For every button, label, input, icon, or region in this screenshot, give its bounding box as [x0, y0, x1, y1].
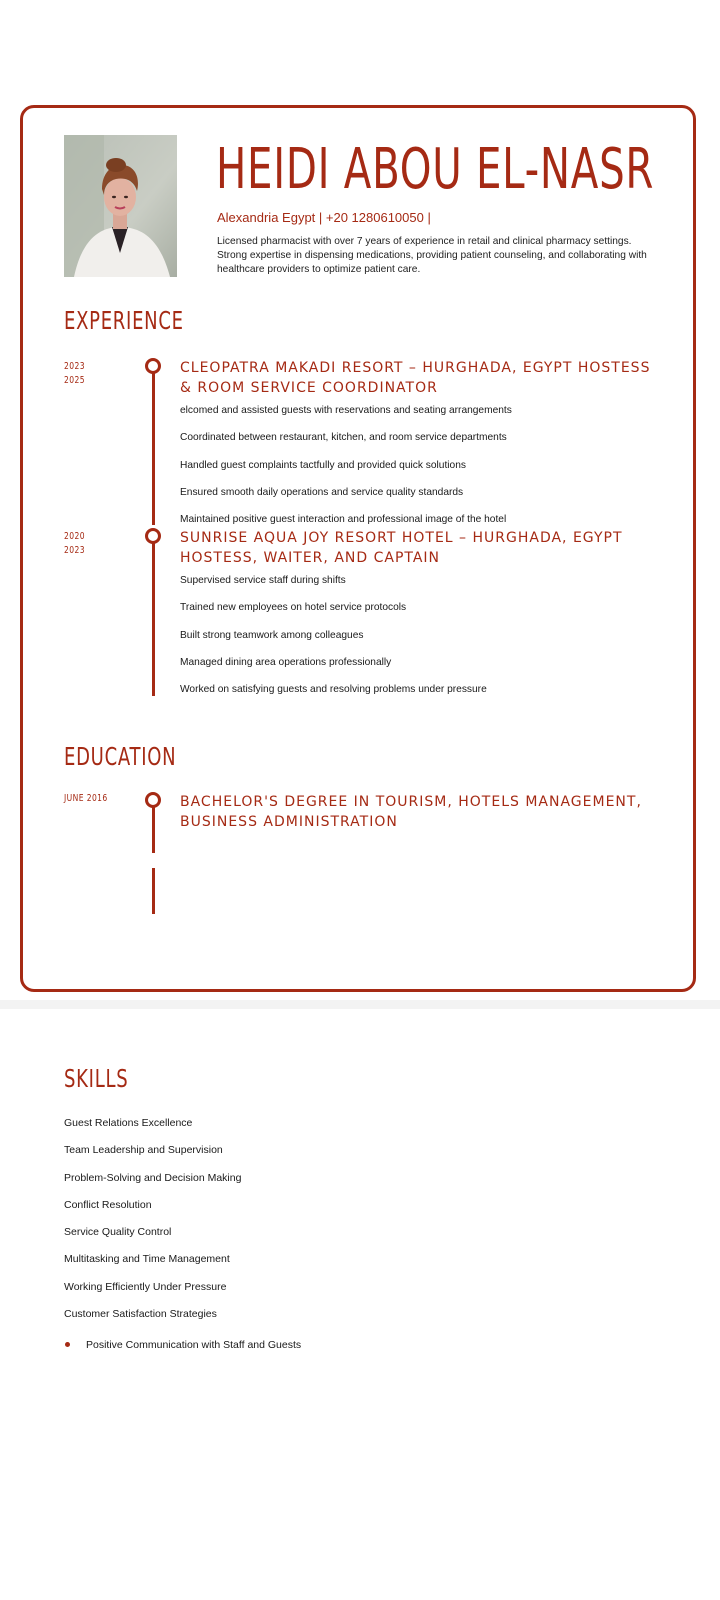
timeline-circle-icon — [145, 528, 161, 544]
list-item: Managed dining area operations professionally — [180, 656, 392, 668]
skills-list — [64, 1116, 301, 1366]
job-2-duties — [180, 575, 487, 698]
skill-item: Team Leadership and Supervision — [64, 1144, 223, 1157]
job-1-end-year: 2025 — [64, 375, 85, 386]
profile-photo-image — [64, 135, 177, 277]
job-2-title: SUNRISE AQUA JOY RESORT HOTEL – HURGHADA, EGYPT HOSTESS, WAITER, AND CAPTAIN — [180, 530, 623, 566]
list-item: Built strong teamwork among colleagues — [180, 629, 364, 641]
list-item: Coordinated between restaurant, kitchen, and room service departments — [180, 432, 507, 444]
job-2-date — [64, 530, 85, 558]
skill-item: Service Quality Control — [64, 1226, 172, 1239]
experience-heading: EXPERIENCE — [64, 306, 184, 335]
job-1-start-year: 2023 — [64, 361, 85, 372]
timeline-line — [152, 537, 155, 696]
list-item: Worked on satisfying guests and resolving problems under pressure — [180, 684, 487, 696]
contact-line: Alexandria Egypt | +20 1280610050 | — [217, 210, 431, 225]
page-gap — [0, 1000, 720, 1009]
job-1-title: CLEOPATRA MAKADI RESORT – HURGHADA, EGYPT HOSTESS & ROOM SERVICE COORDINATOR — [180, 360, 651, 396]
job-1-duties — [180, 405, 512, 528]
candidate-name: HEIDI ABOU EL-NASR — [216, 137, 655, 202]
job-2-end-year: 2023 — [64, 545, 85, 556]
list-item: Ensured smooth daily operations and service quality standards — [180, 486, 464, 498]
skill-item: Multitasking and Time Management — [64, 1253, 230, 1266]
profile-photo — [64, 135, 177, 277]
job-1-date — [64, 360, 85, 388]
job-2-start-year: 2020 — [64, 531, 85, 542]
education-heading: EDUCATION — [64, 742, 177, 771]
timeline-line — [152, 868, 155, 914]
skills-heading: SKILLS — [64, 1064, 129, 1093]
skill-item: Customer Satisfaction Strategies — [64, 1308, 217, 1321]
skill-item: Working Efficiently Under Pressure — [64, 1280, 227, 1293]
timeline-line — [152, 805, 155, 853]
skill-item: Positive Communication with Staff and Guests — [64, 1338, 301, 1365]
list-item: elcomed and assisted guests with reservations and seating arrangements — [180, 405, 512, 416]
timeline-circle-icon — [145, 358, 161, 374]
skill-item: Guest Relations Excellence — [64, 1117, 193, 1129]
profile-summary: Licensed pharmacist with over 7 years of experience in retail and clinical pharmacy settings. Strong expertise in dispensing medications, providing patient counseling, and collaborating with healthcare providers to optimize patient care. — [217, 236, 647, 275]
list-item: Supervised service staff during shifts — [180, 575, 346, 586]
education-degree: BACHELOR'S DEGREE IN TOURISM, HOTELS MANAGEMENT, BUSINESS ADMINISTRATION — [180, 794, 642, 830]
timeline-line — [152, 371, 155, 525]
skill-item: Conflict Resolution — [64, 1198, 152, 1211]
list-item: Maintained positive guest interaction and professional image of the hotel — [180, 514, 507, 526]
list-item: Handled guest complaints tactfully and provided quick solutions — [180, 459, 466, 471]
education-date: JUNE 2016 — [64, 793, 108, 804]
skill-item: Problem-Solving and Decision Making — [64, 1171, 242, 1184]
list-item: Trained new employees on hotel service protocols — [180, 602, 407, 614]
